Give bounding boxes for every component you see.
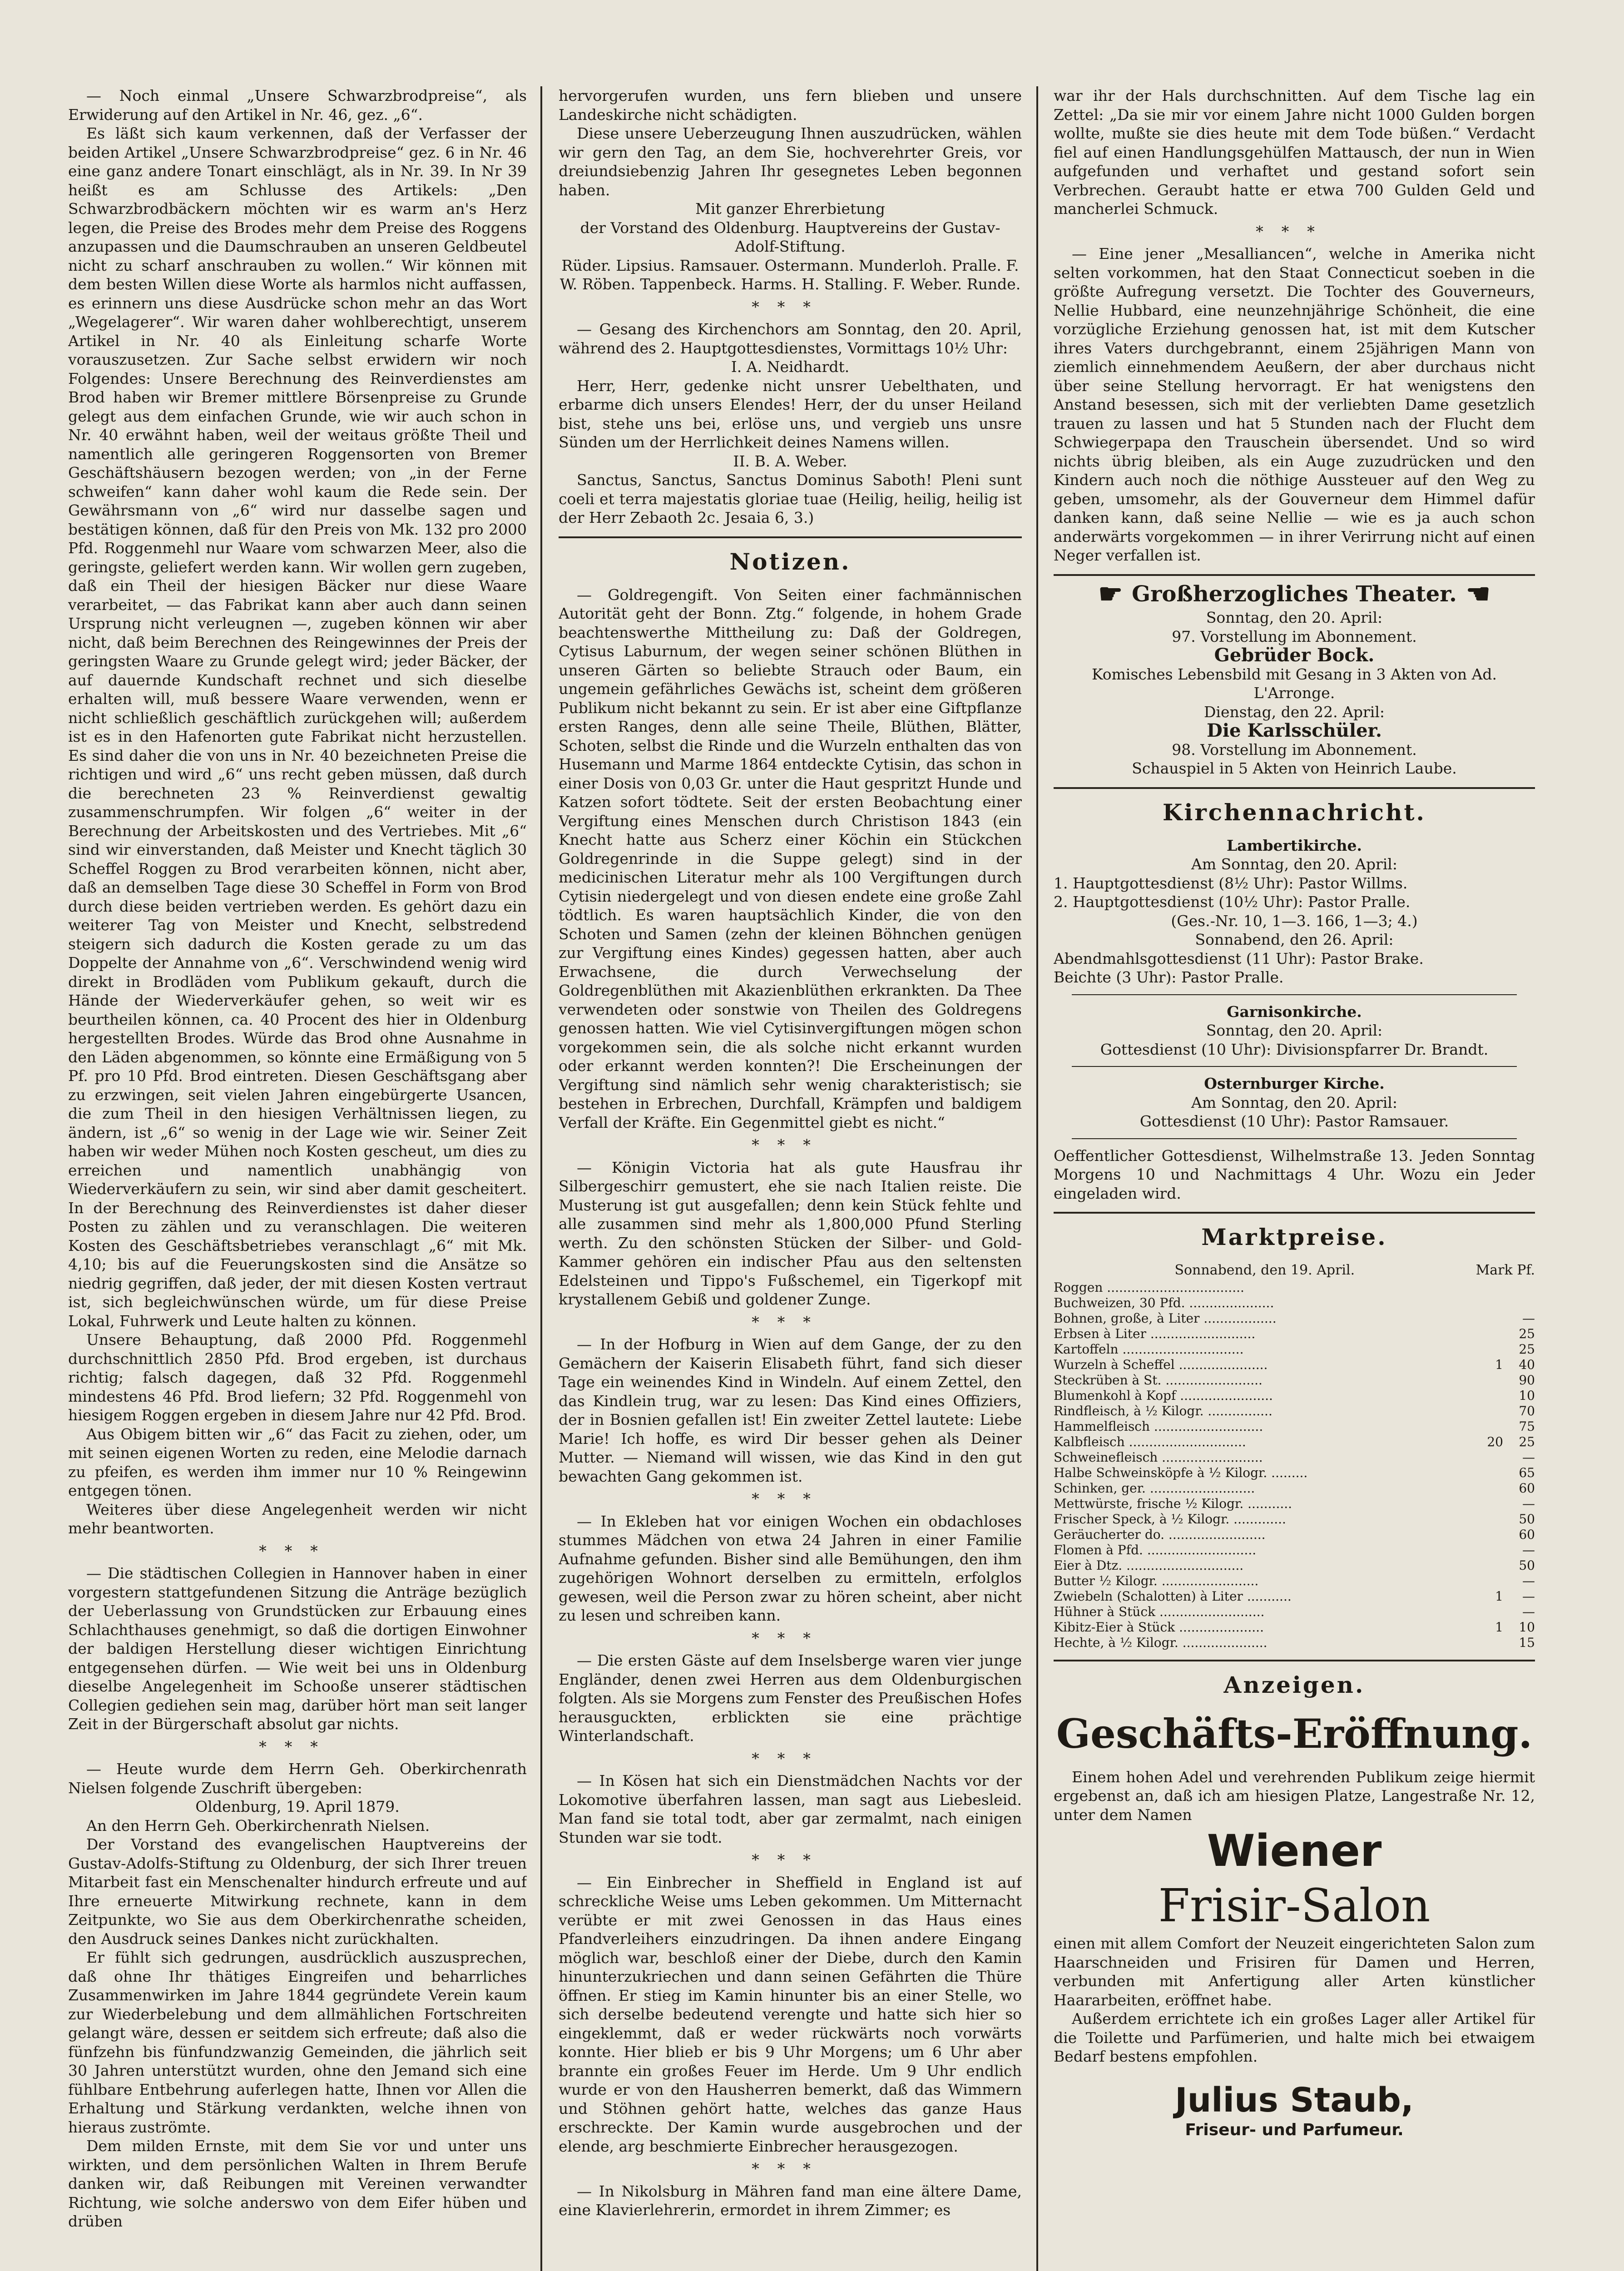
market-pf: 75: [1519, 1418, 1535, 1434]
service-date: Sonnabend, den 26. April:: [1195, 931, 1394, 948]
market-mark: [1471, 1373, 1503, 1388]
play-description: Schauspiel in 5 Akten von Heinrich Laube.: [1132, 759, 1457, 777]
market-row: [1054, 1481, 1535, 1496]
market-row: [1054, 1558, 1535, 1573]
separator-stars: ***: [1256, 222, 1333, 240]
market-pf: 50: [1519, 1511, 1535, 1527]
market-row: [1054, 1373, 1535, 1388]
article-lead: — Noch einmal „Unsere Schwarzbrodpreise“, als Erwiderung auf den Artikel in Nr. 46, gez. „6“.: [68, 87, 527, 124]
market-pf: 40: [1519, 1357, 1535, 1372]
article-paragraph: — Gesang des Kirchenchors am Sonntag, den 20. April, während des 2. Hauptgottesdienstes, Vormittags 10½ Uhr:: [559, 320, 1022, 357]
column-right: [1054, 86, 1535, 2271]
market-item: Hammelfleisch ...........................: [1054, 1418, 1263, 1434]
section-divider: [1054, 787, 1535, 789]
market-row: [1054, 1342, 1535, 1357]
article-paragraph: Der Vorstand des evangelischen Hauptvereins der Gustav-Adolfs-Stiftung zu Oldenburg, der sich Ihrer treuen Mitarbeit fast ein Menschenalter hindurch erfreute und auf Ihre erneuerte Mitwirkung rechnete, kann in dem Zeitpunkte, wo Sie aus dem Oberkirchenrathe scheiden, den Ausdruck seines Dankes nicht zurückhalten.: [68, 1835, 527, 1948]
market-row: [1054, 1527, 1535, 1542]
notice-item: — In Kösen hat sich ein Dienstmädchen Nachts vor der Lokomotive überfahren lassen, man sagt aus Liebesleid. Man fand sie total todt, aber gar zermalmt, nach einigen Stunden war sie todt.: [559, 1772, 1022, 1846]
market-mark: [1471, 1465, 1503, 1481]
service-date: Am Sonntag, den 20. April:: [1191, 855, 1397, 873]
market-mark: [1471, 1311, 1503, 1326]
pointing-hand-icon: ☛: [1466, 578, 1490, 610]
market-row: [1054, 1635, 1535, 1651]
market-item: Hühner à Stück ..........................: [1054, 1604, 1265, 1619]
ad-body: Außerdem errichtete ich ein großes Lager aller Artikel für die Toilette und Parfümerien, und halte mich bei etwaigem Bedarf bestens empfohlen.: [1054, 2010, 1535, 2065]
market-mark: 1: [1495, 1588, 1503, 1604]
notice-item: — In der Hofburg in Wien auf dem Gange, der zu den Gemächern der Kaiserin Elisabeth führt, fand sich dieser Tage ein weinendes Kind in Windeln. Auf einem Zettel, den das Kindlein trug, war zu lesen: Das Kind eines Offiziers, der in Bosnien gefallen ist! Ein zweiter Zettel lautete: Liebe Marie! Ich hoffe, es wird Dir besser gehen als Deiner Mutter. — Niemand will wissen, wie das Kind in den gut bewachten Gang gekommen ist.: [559, 1335, 1022, 1485]
market-header: [1054, 1261, 1535, 1280]
section-divider: [559, 536, 1022, 538]
service-line: 2. Hauptgottesdienst (10½ Uhr): Pastor Pralle.: [1054, 893, 1411, 911]
newspaper-page: [68, 86, 1544, 2271]
market-mark: [1471, 1342, 1503, 1357]
market-mark: [1471, 1280, 1503, 1295]
ad-body: einen mit allem Comfort der Neuzeit eingerichteten Salon zum Haarschneiden und Frisiren für Damen und Herren, verbunden mit Anfertigung aller Arten künstlicher Haararbeiten, eröffnet habe.: [1054, 1934, 1535, 2009]
market-item: Kalbfleisch .............................: [1054, 1434, 1246, 1449]
article-paragraph: — Heute wurde dem Herrn Geh. Oberkirchenrath Nielsen folgende Zuschrift übergeben:: [68, 1760, 527, 1797]
section-title-market: Marktpreise.: [1201, 1224, 1387, 1250]
market-item: Bohnen, große, à Liter ..................: [1054, 1310, 1277, 1326]
market-mark: 20: [1487, 1434, 1503, 1449]
section-divider: [1054, 574, 1535, 576]
market-mark: [1471, 1326, 1503, 1342]
market-pf: [1503, 1280, 1535, 1295]
market-item: Hechte, à ½ Kilogr. .....................: [1054, 1635, 1268, 1650]
market-row: [1054, 1573, 1535, 1589]
service-note: (Ges.-Nr. 10, 1—3. 166, 1—3; 4.): [1171, 912, 1418, 930]
market-row: [1054, 1280, 1535, 1295]
market-pf: 15: [1519, 1635, 1535, 1650]
article-paragraph: Weiteres über diese Angelegenheit werden wir nicht mehr beantworten.: [68, 1500, 527, 1537]
market-row: [1054, 1512, 1535, 1527]
market-mark: [1471, 1450, 1503, 1465]
market-mark: [1471, 1481, 1503, 1496]
market-mark: 1: [1495, 1357, 1503, 1372]
market-item: Mettwürste, frische ½ Kilogr. ...........: [1054, 1496, 1292, 1511]
article-paragraph: Aus Obigem bitten wir „6“ das Facit zu ziehen, oder, um mit seinen eigenen Worten zu reden, eine Melodie darnach zu pfeifen, es werden ihm immer nur 10 % Reingewinn entgegen tönen.: [68, 1425, 527, 1499]
market-row: [1054, 1311, 1535, 1326]
theatre-date: Sonntag, den 20. April:: [1206, 609, 1383, 626]
market-row: [1054, 1434, 1535, 1450]
column-rule: [1036, 86, 1038, 2271]
separator-stars: ***: [752, 298, 829, 316]
theatre-info: 97. Vorstellung im Abonnement.: [1172, 627, 1417, 645]
ad-signature-title: Friseur- und Parfumeur.: [1185, 2120, 1404, 2139]
market-mark: [1471, 1573, 1503, 1589]
market-row: [1054, 1604, 1535, 1620]
article-paragraph: Es läßt sich kaum verkennen, daß der Verfasser der beiden Artikel „Unsere Schwarzbrodpreise“ gez. 6 in Nr. 46 eine ganz andere Tonart einschlägt, als in Nr. 39. In Nr 39 heißt es am Schlusse des Artikels: „Den Schwarzbrodbäckern möchten wir es warm an's Herz legen, die Preise des Brodes mehr dem Preise des Roggens anzupassen und die Daumschrauben an unseren Geldbeutel nicht zu scharf anschrauben zu wollen.“ Wir können mit dem besten Willen diese Worte als harmlos nicht auffassen, es erinnern uns diese Ausdrücke schon mehr an das Wort „Wegelagerer“. Wir waren daher wohlberechtigt, unserem Artikel in Nr. 40 als Einleitung scharfe Worte vorauszusetzen. Zur Sache selbst erwidern wir noch Folgendes: Unsere Berechnung des Reinverdienstes am Brod haben wir Bremer mittlere Börsenpreise zu Grunde gelegt aus dem einfachen Grunde, wie wir auch schon in Nr. 40 erwähnt haben, weil der weitaus größte Theil und namentlich alle geringeren Roggensorten von Bremer Geschäftshäusern bezogen werden; von „in der Ferne schweifen“ kann daher wohl kaum die Rede sein. Der Gewährsmann von „6“ wird nur dasselbe sagen und bestätigen können, daß für den Preis von Mk. 132 pro 2000 Pfd. Roggenmehl nur Waare vom schwarzen Meer, also die geringste, geliefert werden kann. Wir wollen gern zugeben, daß ein Theil der hiesigen Bäcker nur diese Waare verarbeitet, — das Fabrikat kann aber auch dann seinen Ursprung nicht verleugnen —, zugeben können wir aber nicht, daß beim Berechnen des Reingewinnes der Preis der geringsten Waare zu Grunde gelegt wird; jeder Bäcker, der auf dauernde Kundschaft rechnet und sich dieselbe erhalten will, muß bessere Waare verwenden, wenn er nicht schließlich geschäftlich zurückgehen will; außerdem ist es in den Hafenorten gute Fabrikat nicht herzustellen. Es sind daher die von uns in Nr. 40 bezeichneten Preise die richtigen und wird „6“ uns recht geben müssen, daß durch die berechneten 23 % Reinverdienst gewaltig zusammenschrumpfen. Wir folgen „6“ weiter in der Berechnung der Arbeitskosten und des Vertriebes. Mit „6“ sind wir einverstanden, daß Meister und Knecht täglich 30 Scheffel Roggen zu Brod verarbeiten können, nicht aber, daß an demselben Tage diese 30 Scheffel in Form von Brod durch diese beiden vertrieben werden. Es gehört dazu ein weiterer Tag von Meister und Knecht, selbstredend steigern sich dadurch die Kosten gerade zu um das Doppelte der Annahme von „6“. Verschwindend wenig wird direkt in Brodläden vom Publikum gekauft, durch die Hände der Wiederverkäufer gehen, so weit wir es beurtheilen können, ca. 40 Procent des hier in Oldenburg hergestellten Brodes. Würde das Brod ohne Ausnahme in den Läden abgenommen, so könnte eine Ermäßigung von 5 Pf. pro 10 Pfd. Brod eintreten. Diesen Geschäftsgang aber zu erzwingen, seit vielen Jahren eingebürgerte Usancen, die zum Theil in den hiesigen Verhältnissen liegen, zu ändern, ist „6“ so wenig in der Lage wie wir. Seiner Zeit haben wir weder Mühen noch Kosten gescheut, um dies zu erreichen und namentlich unabhängig von Wiederverkäufern zu sein, wir sind aber damit gescheitert. In der Berechnung des Reinverdienstes ist daher dieser Posten zu zählen und zu veranschlagen. Die weiteren Kosten des Geschäftsbetriebes veranschlagt „6“ mit Mk. 4,10; bis auf die Feuerungskosten sind die Ansätze so niedrig gegriffen, daß jeder, der mit diesen Kosten vertraut ist, sich begleichwünschen würde, um für diese Preise Lokal, Fuhrwerk und Leute halten zu können.: [68, 124, 527, 1330]
church-name: Osternburger Kirche.: [1204, 1075, 1385, 1092]
market-item: Schinken, ger. ..........................: [1054, 1480, 1255, 1496]
separator-stars: ***: [259, 1737, 336, 1755]
market-item: Halbe Schweinsköpfe à ½ Kilogr. .........: [1054, 1465, 1308, 1480]
market-mark: [1471, 1604, 1503, 1620]
market-item: Steckrüben à St. ........................: [1054, 1372, 1263, 1388]
market-row: [1054, 1496, 1535, 1512]
ad-headline: Geschäfts-Eröffnung.: [1056, 1710, 1533, 1757]
separator-stars: ***: [752, 1749, 829, 1767]
notice-item: — Ein Einbrecher in Sheffield in England ist auf schreckliche Weise ums Leben gekommen. Um Mitternacht verübte er mit zwei Genossen in das Haus eines Pfandverleihers einzudringen. Da ihnen andere Eingang möglich war, beschloß einer der Diebe, durch den Kamin hinunterzukriechen und dann seinen Gefährten die Thüre öffnen. Er stieg im Kamin hinunter bis an einer Stelle, wo sich derselbe bedeutend verengte und hatte sich hier so eingeklemmt, daß er weder rückwärts noch vorwärts konnte. Hier blieb er bis 9 Uhr Morgens; um 6 Uhr aber brannte ein großes Feuer im Herde. Um 9 Uhr endlich wurde er von den Hausherren bemerkt, daß das Wimmern und Stöhnen gehört hatte, welches das ganze Haus erschreckte. Der Kamin wurde ausgebrochen und der elende, arg beschmierte Einbrecher herausgezogen.: [559, 1873, 1022, 2155]
letter-signatory: der Vorstand des Oldenburg. Hauptvereins der Gustav-Adolf-Stiftung.: [580, 218, 1000, 255]
article-paragraph: Dem milden Ernste, mit dem Sie vor und unter uns wirkten, und dem persönlichen Walten in Ihrem Berufe danken wir, daß Reibungen mit Vereinen verwandter Richtung, wie solche anderswo von dem Eifer hüben und drüben: [68, 2137, 527, 2230]
market-pf: —: [1522, 1310, 1535, 1326]
market-row: [1054, 1542, 1535, 1558]
market-row: [1054, 1465, 1535, 1481]
market-pf: 60: [1519, 1527, 1535, 1542]
column-middle: [559, 86, 1022, 2271]
separator-stars: ***: [752, 1136, 829, 1154]
market-pf: 10: [1519, 1619, 1535, 1635]
service-line: Beichte (3 Uhr): Pastor Pralle.: [1054, 968, 1284, 986]
market-row: [1054, 1357, 1535, 1373]
hymn-text: Herr, Herr, gedenke nicht unsrer Uebelthaten, und erbarme dich unsers Elendes! Herr, der du unser Heiland bist, stehe uns bei, erlöse uns, und vergieb uns unsre Sünden um der Herrlichkeit deines Namens willen.: [559, 377, 1022, 451]
market-mark: [1471, 1558, 1503, 1573]
article-paragraph: Er fühlt sich gedrungen, ausdrücklich auszusprechen, daß ohne Ihr thätiges Eingreifen und beharrliches Zusammenwirken im Jahre 1844 gegründete Verein kaum zur Wiederbelebung und dem allmählichen Fortschreiten gelangt wäre, dessen er seitdem sich erfreute; daß also die fünfzehn bis fünfundzwanzig Gemeinden, die jährlich seit 30 Jahren unterstützt wurden, ohne den Jemand sich eine fühlbare Entbehrung auferlegen hatte, Ihnen vor Allen die Erhaltung und Stärkung verdankten, welche ihnen von hieraus zuströmte.: [68, 1949, 527, 2136]
separator-stars: ***: [259, 1542, 336, 1560]
market-item: Erbsen à Liter ..........................: [1054, 1326, 1256, 1341]
market-pf: 60: [1519, 1480, 1535, 1496]
letter-address: An den Herrn Geh. Oberkirchenrath Nielsen.: [86, 1816, 430, 1835]
public-service-notice: Oeffentlicher Gottesdienst, Wilhelmstraße 13. Jeden Sonntag Morgens 10 und Nachmittags 4 Uhr. Wozu ein Jeder eingeladen wird.: [1054, 1146, 1535, 1202]
market-mark: [1471, 1295, 1503, 1311]
market-row: [1054, 1388, 1535, 1403]
church-name: Lambertikirche.: [1226, 836, 1362, 854]
market-pf: —: [1522, 1588, 1535, 1604]
market-item: Wurzeln à Scheffel ......................: [1054, 1357, 1268, 1372]
ad-business-name-1: Wiener: [1207, 1825, 1382, 1876]
market-row: [1054, 1295, 1535, 1311]
market-pf: —: [1522, 1604, 1535, 1619]
market-mark: [1471, 1496, 1503, 1512]
market-item: Flomen à Pfd. ...........................: [1054, 1542, 1257, 1557]
market-item: Roggen ..................................: [1054, 1279, 1244, 1295]
market-item: Buchweizen, 30 Pfd. .....................: [1054, 1295, 1274, 1310]
market-mark: [1471, 1419, 1503, 1434]
play-title: Die Karlsschüler.: [1207, 720, 1382, 741]
article-paragraph: Unsere Behauptung, daß 2000 Pfd. Roggenmehl durchschnittlich 2850 Pfd. Brod ergeben, ist durchaus richtig; falsch dagegen, daß 32 Pfd. Roggenmehl mindestens 46 Pfd. Brod liefern; 32 Pfd. Roggenmehl von hiesigem Roggen ergeben in diesem Jahre nur 42 Pfd. Brod.: [68, 1331, 527, 1424]
market-mark: [1471, 1388, 1503, 1403]
market-row: [1054, 1620, 1535, 1635]
section-divider: [1054, 1212, 1535, 1214]
hymn-heading: I. A. Neidhardt.: [731, 358, 850, 376]
market-mark: 1: [1495, 1619, 1503, 1635]
market-pf: —: [1522, 1573, 1535, 1588]
theatre-title: Großherzogliches Theater.: [1132, 581, 1457, 607]
ad-intro: Einem hohen Adel und verehrenden Publikum zeige hiermit ergebenst an, daß ich am hiesigen Platze, Langestraße Nr. 12, unter dem Namen: [1054, 1768, 1535, 1824]
market-date: Sonnabend, den 19. April.: [1174, 1262, 1355, 1278]
notice-item: — Königin Victoria hat als gute Hausfrau ihr Silbergeschirr gemustert, ehe sie nach Italien reiste. Die Musterung ist gut ausgefallen; denn kein Stück fehlte und alle zusammen sind mehr als 1,800,000 Pfund Sterling werth. Zu den schönsten Stücken der Silber- und Gold-Kammer gehören ein indischer Pfau aus den seltensten Edelsteinen und Tippo's Fußschemel, ein Tigerkopf mit krystallenem Gebiß und goldener Zunge.: [559, 1158, 1022, 1308]
market-item: Blumenkohl à Kopf .......................: [1054, 1388, 1273, 1403]
service-line: Gottesdienst (10 Uhr): Divisionspfarrer Dr. Brandt.: [1100, 1040, 1489, 1058]
hymn-heading: II. B. A. Weber.: [733, 452, 847, 470]
service-line: Gottesdienst (10 Uhr): Pastor Ramsauer.: [1139, 1112, 1449, 1130]
market-pf: 25: [1519, 1434, 1535, 1449]
notice-item: — Die ersten Gäste auf dem Inselsberge waren vier junge Engländer, denen zwei Herren aus dem Oldenburgischen folgten. Als sie Morgens zum Fenster des Preußischen Hofes herausguckten, erblickten sie eine prächtige Winterlandschaft.: [559, 1651, 1022, 1745]
market-row: [1054, 1450, 1535, 1465]
church-name: Garnisonkirche.: [1227, 1002, 1362, 1021]
section-divider: [1054, 1660, 1535, 1661]
separator-stars: ***: [752, 1851, 829, 1869]
separator-stars: ***: [752, 2160, 829, 2177]
market-mark: [1471, 1527, 1503, 1542]
service-date: Am Sonntag, den 20. April:: [1191, 1093, 1397, 1111]
notice-item: — In Ekleben hat vor einigen Wochen ein obdachloses stummes Mädchen von etwa 24 Jahren in einer Familie Aufnahme gefunden. Bisher sind alle Bemühungen, den ihm zugehörigen Wohnort derselben zu ermitteln, erfolglos gewesen, weil die Person zwar zu hören scheint, aber nicht zu lesen und schreiben kann.: [559, 1512, 1022, 1624]
divider: [1072, 994, 1517, 995]
pointing-hand-icon: ☛: [1098, 578, 1123, 610]
market-pf: —: [1522, 1449, 1535, 1465]
article-paragraph: — Eine jener „Mesalliancen“, welche in Amerika nicht selten vorkommen, hat den Staat Connecticut soeben in die größte Aufregung versetzt. Die Tochter des Gouverneurs, Nellie Hubbard, eine neunzehnjährige Schönheit, die eine vorzügliche Erziehung genossen hat, ist mit dem Kutscher ihres Vaters durchgebrannt, einem 25jährigen Mann von ziemlich einnehmendem Aeußern, der aber durchaus nicht über seine Stellung hervorragt. Er hat wenigstens den Anstand besessen, sich mit der verliebten Dame gesetzlich trauen zu lassen und hat 5 Stunden nach der Flucht dem Schwiegerpapa den Trauschein übersendet. Und so wird nichts übrig bleiben, als ein Auge zuzudrücken und den Kindern auch noch die nöthige Aussteuer auf den Weg zu geben, umsomehr, als der Gouverneur dem Himmel dafür danken kann, daß seine Nellie — wie es ja auch schon anderwärts vorgekommen — in ihrer Verirrung nicht auf einen Neger verfallen ist.: [1054, 245, 1535, 564]
separator-stars: ***: [752, 1313, 829, 1331]
market-pf: 25: [1519, 1326, 1535, 1341]
play-title: Gebrüder Bock.: [1214, 645, 1375, 666]
market-mark: [1471, 1542, 1503, 1558]
market-item: Geräucherter do. ........................: [1054, 1527, 1266, 1542]
market-item: Kartoffeln ..............................: [1054, 1341, 1244, 1357]
notice-item: — In Nikolsburg in Mähren fand man eine ältere Dame, eine Klavierlehrerin, ermordet in ihrem Zimmer; es: [559, 2182, 1022, 2219]
market-item: Kibitz-Eier à Stück .....................: [1054, 1619, 1264, 1635]
service-line: 1. Hauptgottesdienst (8½ Uhr): Pastor Willms.: [1054, 874, 1408, 892]
separator-stars: ***: [752, 1629, 829, 1647]
market-pf: —: [1522, 1542, 1535, 1557]
hymn-text: Sanctus, Sanctus, Sanctus Dominus Saboth! Pleni sunt coeli et terra majestatis gloriae tuae (Heilig, heilig, heilig ist der Herr Zebaoth 2c. Jesaia 6, 3.): [559, 471, 1022, 526]
article-paragraph: Diese unsere Ueberzeugung Ihnen auszudrücken, wählen wir gern den Tag, an dem Sie, hochverehrter Greis, vor dreiundsiebenzig Jahren Ihr gesegnetes Leben begonnen haben.: [559, 124, 1022, 199]
article-paragraph: war ihr der Hals durchschnitten. Auf dem Tische lag ein Zettel: „Da sie mir vor einem Jahre nicht 1000 Gulden borgen wollte, mußte sie dies heute mit dem Tode büßen.“ Verdacht fiel auf einen Handlungsgehülfen Mattausch, der nun in Wien aufgefunden und verhaftet und gestand sofort sein Verbrechen. Geraubt hatte er etwa 700 Gulden Geld und mancherlei Schmuck.: [1054, 87, 1535, 218]
section-title-church: Kirchennachricht.: [1163, 798, 1426, 826]
market-row: [1054, 1419, 1535, 1434]
ad-business-name-2: Frisir-Salon: [1158, 1879, 1431, 1932]
market-mark: [1471, 1403, 1503, 1419]
theatre-header: [1054, 578, 1535, 610]
market-pf: 70: [1519, 1403, 1535, 1418]
section-title-ads: Anzeigen.: [1223, 1671, 1365, 1698]
market-item: Schweinefleisch .........................: [1054, 1449, 1263, 1465]
market-pf: [1503, 1295, 1535, 1311]
theatre-date: Dienstag, den 22. April:: [1203, 703, 1385, 721]
service-date: Sonntag, den 20. April:: [1206, 1021, 1383, 1039]
divider: [1072, 1138, 1517, 1139]
letter-date: Oldenburg, 19. April 1879.: [195, 1798, 400, 1815]
market-pf: 10: [1519, 1388, 1535, 1403]
market-pf: —: [1522, 1496, 1535, 1511]
market-row: [1054, 1589, 1535, 1604]
market-mark: [1471, 1512, 1503, 1527]
article-paragraph: hervorgerufen wurden, uns fern blieben und unsere Landeskirche nicht schädigten.: [559, 87, 1022, 124]
separator-stars: ***: [752, 1490, 829, 1507]
market-item: Eier à Dtz. .............................: [1054, 1557, 1244, 1573]
ad-signature: Julius Staub,: [1175, 2080, 1414, 2120]
column-left: [68, 86, 527, 2271]
market-pf: 90: [1519, 1372, 1535, 1388]
divider: [1072, 1066, 1517, 1067]
market-unit: Mark Pf.: [1475, 1262, 1535, 1278]
market-pf: 65: [1519, 1465, 1535, 1480]
market-row: [1054, 1326, 1535, 1342]
market-pf: 50: [1519, 1557, 1535, 1573]
market-pf: 25: [1519, 1341, 1535, 1357]
letter-closing: Mit ganzer Ehrerbietung: [695, 200, 885, 218]
market-item: Zwiebeln (Schalotten) à Liter ...........: [1054, 1588, 1292, 1604]
section-title-notizen: Notizen.: [729, 548, 851, 575]
market-item: Frischer Speck, à ½ Kilogr. .............: [1054, 1511, 1286, 1527]
theatre-info: 98. Vorstellung im Abonnement.: [1172, 740, 1417, 759]
market-price-table: [1054, 1280, 1535, 1651]
column-rule: [540, 86, 542, 2271]
notice-item: — Goldregengift. Von Seiten einer fachmännischen Autorität geht der Bonn. Ztg.“ folgende, in hohem Grade beachtenswerthe Mittheilung zu: Daß der Goldregen, Cytisus Laburnum, der wegen seiner schönen Blüthen in unseren Gärten so beliebte Strauch oder Baum, ein ungemein gefährliches Gewächs ist, scheint dem größeren Publikum nicht bekannt zu sein. Er ist aber eine Giftpflanze ersten Ranges, denn alle seine Theile, Blüthen, Blätter, Schoten, selbst die Rinde und die Wurzeln enthalten das von Husemann und Marme 1864 entdeckte Cytisin, das schon in einer Dosis von 0,03 Gr. unter die Haut gespritzt Hunde und Katzen sofort tödtete. Seit der ersten Beobachtung einer Vergiftung eines Menschen durch Christison 1843 (ein Knecht hatte aus Scherz einer Köchin ein Stückchen Goldregenrinde in die Suppe gelegt) sind in der medicinischen Literatur mehr als 100 Vergiftungen durch Cytisin niedergelegt und von diesen endete eine große Zahl tödtlich. Es waren hauptsächlich Kinder, die von den Schoten und Samen (zehn der kleinen Böhnchen genügen zur Vergiftung eines Kindes) gegessen hatten, aber auch Erwachsene, die durch Verwechselung der Goldregenblüthen mit Akazienblüthen erkrankten. Da Thee verwendeten oder sonstwie von Theilen des Goldregens genossen hatten. Wie viel Cytisinvergiftungen mögen schon vorgekommen sein, die als solche nicht erkannt wurden oder erkannt werden konnten?! Die Erscheinungen der Vergiftung sind nämlich sehr wenig charakteristisch; sie bestehen in Erbrechen, Durchfall, Krämpfen und baldigem Verfall der Kräfte. Ein Gegenmittel giebt es nicht.“: [559, 585, 1022, 1131]
market-item: Rindfleisch, à ½ Kilogr. ................: [1054, 1403, 1272, 1418]
letter-names: Rüder. Lipsius. Ramsauer. Ostermann. Munderloh. Pralle. F. W. Röben. Tappenbeck. Harms. H. Stalling. F. Weber. Runde.: [559, 256, 1021, 293]
service-line: Abendmahlsgottesdienst (11 Uhr): Pastor Brake.: [1054, 949, 1424, 967]
market-mark: [1471, 1635, 1503, 1651]
play-description: Komisches Lebensbild mit Gesang in 3 Akten von Ad. L'Arronge.: [1091, 665, 1497, 702]
market-item: Butter ½ Kilogr. ........................: [1054, 1573, 1259, 1588]
article-paragraph: — Die städtischen Collegien in Hannover haben in einer vorgestern stattgefundenen Sitzung die Anträge bezüglich der Ueberlassung von Grundstücken zur Erbauung eines Schlachthauses genehmigt, so daß die dortigen Einwohner der baldigen Herstellung dieser wichtigen Einrichtung entgegensehen dürfen. — Wie weit bei uns in Oldenburg dieselbe Angelegenheit im Schooße unserer städtischen Collegien gediehen sein mag, darüber hört man seit langer Zeit in der Bürgerschaft absolut gar nichts.: [68, 1564, 527, 1733]
market-row: [1054, 1403, 1535, 1419]
